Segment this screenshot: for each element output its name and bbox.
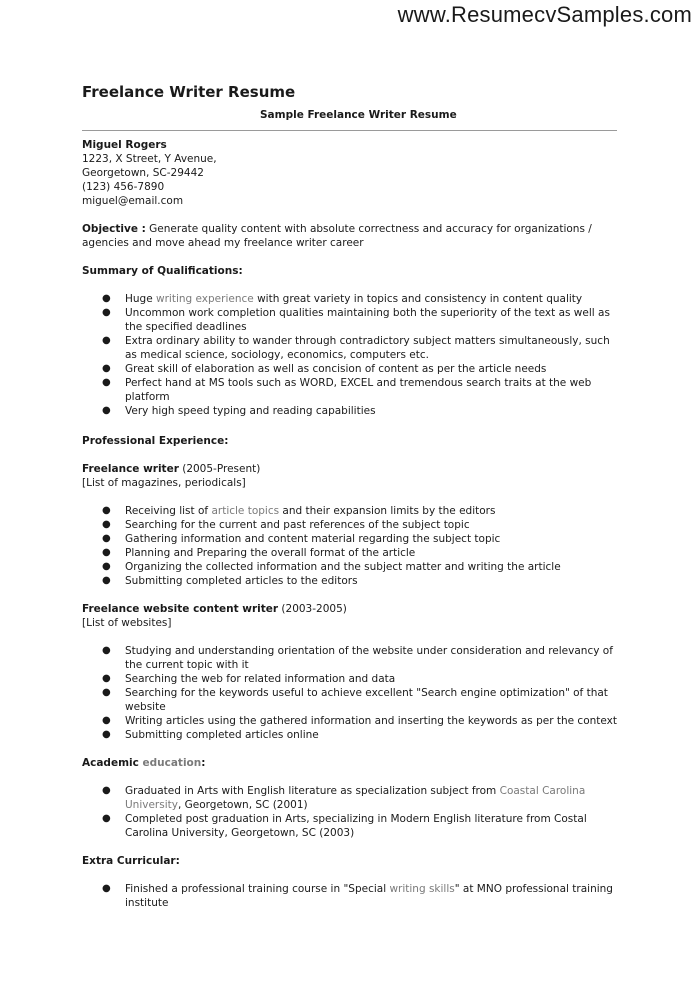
list-item bbox=[82, 672, 617, 686]
objective-label: Objective : bbox=[82, 223, 146, 235]
extra-list bbox=[82, 882, 617, 910]
list-item bbox=[82, 376, 617, 404]
experience-heading: Professional Experience: bbox=[82, 435, 229, 447]
bullet-icon: ● bbox=[102, 575, 111, 586]
bullet-icon: ● bbox=[102, 335, 111, 346]
education-list bbox=[82, 784, 617, 840]
list-item bbox=[82, 644, 617, 672]
item-text: Graduated in Arts with English literature as specialization subject from bbox=[125, 785, 500, 797]
bullet-icon: ● bbox=[102, 729, 111, 740]
contact-name: Miguel Rogers bbox=[82, 139, 167, 151]
bullet-icon: ● bbox=[102, 405, 111, 416]
list-item bbox=[82, 404, 617, 418]
watermark: www.ResumecvSamples.com bbox=[397, 2, 692, 27]
bullet-icon: ● bbox=[102, 377, 111, 388]
item-text: Gathering information and content material regarding the subject topic bbox=[125, 533, 501, 545]
page-title: Freelance Writer Resume bbox=[82, 83, 296, 101]
extra-heading: Extra Curricular: bbox=[82, 855, 180, 867]
bullet-icon: ● bbox=[102, 687, 111, 698]
list-item bbox=[82, 334, 617, 362]
objective bbox=[82, 222, 617, 250]
list-item bbox=[82, 518, 617, 532]
bullet-icon: ● bbox=[102, 785, 111, 796]
bullet-icon: ● bbox=[102, 883, 111, 894]
item-text: Submitting completed articles online bbox=[125, 729, 319, 741]
objective-text: Generate quality content with absolute correctness and accuracy for organizations / agencies and move ahead my freelance writer career bbox=[82, 223, 592, 249]
education-heading bbox=[82, 756, 617, 770]
item-text: with great variety in topics and consistency in content quality bbox=[253, 293, 583, 305]
item-text: Planning and Preparing the overall format of the article bbox=[125, 547, 416, 559]
list-item bbox=[82, 560, 617, 574]
list-item bbox=[82, 306, 617, 334]
job2-list bbox=[82, 644, 617, 742]
university-link[interactable]: Coastal Carolina University bbox=[125, 785, 586, 811]
list-item bbox=[82, 784, 617, 812]
page-subtitle: Sample Freelance Writer Resume bbox=[260, 109, 457, 121]
bullet-icon: ● bbox=[102, 547, 111, 558]
list-item bbox=[82, 728, 617, 742]
writing-experience-link[interactable]: writing experience bbox=[156, 293, 254, 305]
job2-note: [List of websites] bbox=[82, 617, 172, 629]
article-topics-link[interactable]: article topics bbox=[211, 505, 280, 517]
bullet-icon: ● bbox=[102, 293, 111, 304]
list-item bbox=[82, 574, 617, 588]
item-text: Writing articles using the gathered information and inserting the keywords as per the context bbox=[125, 715, 618, 727]
education-link[interactable]: education bbox=[142, 757, 202, 769]
education-heading-text: Academic bbox=[82, 757, 143, 769]
summary-heading: Summary of Qualifications: bbox=[82, 265, 243, 277]
job1-list bbox=[82, 504, 617, 588]
item-text: Perfect hand at MS tools such as WORD, EXCEL and tremendous search traits at the web platform bbox=[125, 377, 592, 403]
item-text: and their expansion limits by the editors bbox=[279, 505, 496, 517]
item-text: Searching for the keywords useful to achieve excellent "Search engine optimization" of that website bbox=[125, 687, 608, 713]
item-text: Uncommon work completion qualities maintaining both the superiority of the text as well as the specified deadlines bbox=[125, 307, 610, 333]
item-text: Extra ordinary ability to wander through contradictory subject matters simultaneously, such as medical science, sociology, economics, computers etc. bbox=[125, 335, 610, 361]
list-item bbox=[82, 812, 617, 840]
list-item bbox=[82, 532, 617, 546]
item-text: " at MNO professional training institute bbox=[125, 883, 613, 909]
list-item bbox=[82, 714, 617, 728]
item-text: Searching the web for related information and data bbox=[125, 673, 396, 685]
bullet-icon: ● bbox=[102, 519, 111, 530]
job1-dates: (2005-Present) bbox=[178, 463, 261, 475]
bullet-icon: ● bbox=[102, 673, 111, 684]
contact-address-line2: Georgetown, SC-29442 bbox=[82, 167, 204, 179]
contact-phone: (123) 456-7890 bbox=[82, 181, 165, 193]
education-heading-colon: : bbox=[201, 757, 206, 769]
item-text: , Georgetown, SC (2001) bbox=[177, 799, 308, 811]
bullet-icon: ● bbox=[102, 533, 111, 544]
contact-address-line1: 1223, X Street, Y Avenue, bbox=[82, 153, 217, 165]
bullet-icon: ● bbox=[102, 363, 111, 374]
job2-header bbox=[82, 602, 617, 616]
contact-email[interactable]: miguel@email.com bbox=[82, 195, 184, 207]
job2-title: Freelance website content writer bbox=[82, 603, 279, 615]
summary-list bbox=[82, 292, 617, 418]
list-item bbox=[82, 686, 617, 714]
contact-block bbox=[82, 138, 617, 208]
list-item bbox=[82, 292, 617, 306]
item-text: Finished a professional training course in "Special bbox=[125, 883, 390, 895]
item-text: Completed post graduation in Arts, specializing in Modern English literature from Costal Carolina University, Georgetown, SC (2003) bbox=[125, 813, 587, 839]
bullet-icon: ● bbox=[102, 307, 111, 318]
job2-dates: (2003-2005) bbox=[278, 603, 347, 615]
item-text: Huge bbox=[125, 293, 157, 305]
item-text: Organizing the collected information and the subject matter and writing the article bbox=[125, 561, 561, 573]
divider bbox=[82, 130, 617, 131]
item-text: Searching for the current and past references of the subject topic bbox=[125, 519, 470, 531]
resume-page bbox=[82, 82, 617, 910]
list-item bbox=[82, 882, 617, 910]
job1-header bbox=[82, 462, 617, 476]
bullet-icon: ● bbox=[102, 813, 111, 824]
list-item bbox=[82, 546, 617, 560]
writing-skills-link[interactable]: writing skills bbox=[389, 883, 455, 895]
item-text: Submitting completed articles to the editors bbox=[125, 575, 358, 587]
item-text: Studying and understanding orientation of the website under consideration and relevancy of the current topic with it bbox=[125, 645, 613, 671]
item-text: Very high speed typing and reading capabilities bbox=[125, 405, 376, 417]
bullet-icon: ● bbox=[102, 561, 111, 572]
job1-title: Freelance writer bbox=[82, 463, 179, 475]
bullet-icon: ● bbox=[102, 715, 111, 726]
list-item bbox=[82, 362, 617, 376]
list-item bbox=[82, 504, 617, 518]
bullet-icon: ● bbox=[102, 645, 111, 656]
item-text: Great skill of elaboration as well as concision of content as per the article needs bbox=[125, 363, 547, 375]
job1-note: [List of magazines, periodicals] bbox=[82, 477, 246, 489]
item-text: Receiving list of bbox=[125, 505, 212, 517]
bullet-icon: ● bbox=[102, 505, 111, 516]
